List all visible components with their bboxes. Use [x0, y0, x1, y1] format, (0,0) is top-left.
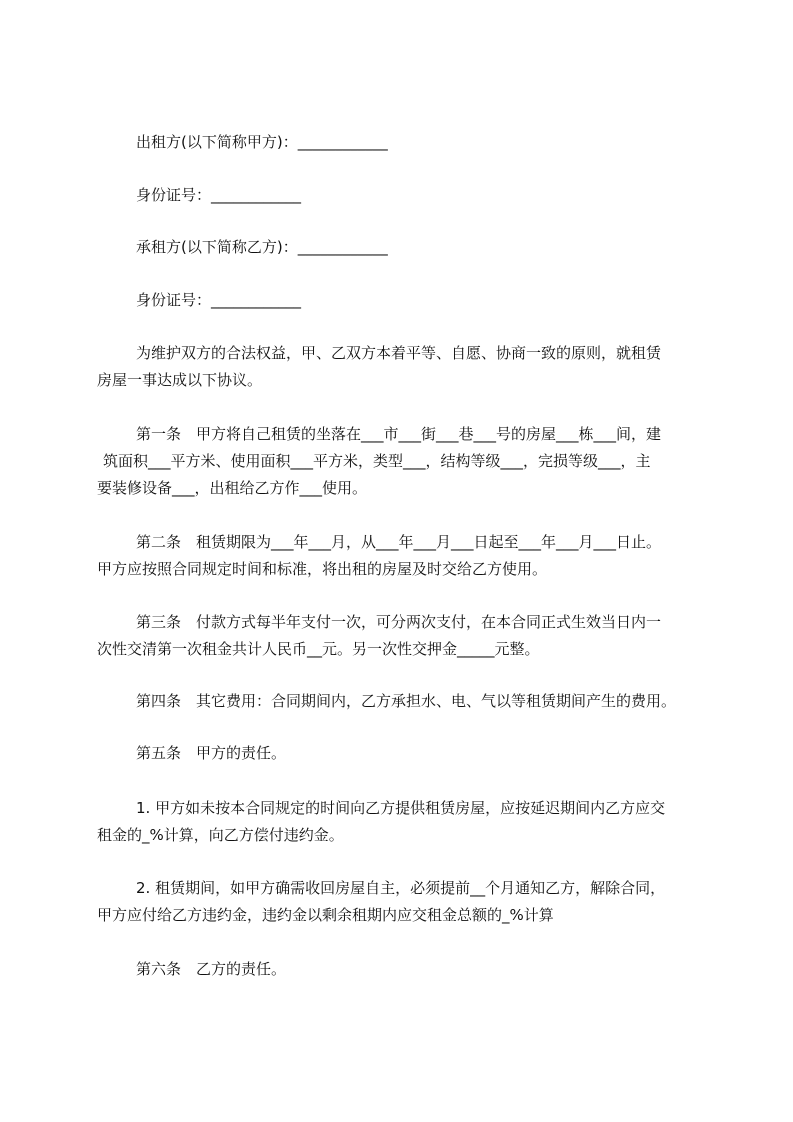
lessor-id-line: 身份证号：____________ — [136, 186, 302, 204]
article-3-paragraph — [97, 609, 703, 663]
article-5-item-1-line-1: 1. 甲方如未按本合同规定的时间向乙方提供租赁房屋，应按延迟期间内乙方应交 — [136, 799, 666, 817]
lessee-line: 承租方(以下简称乙方)：____________ — [136, 238, 388, 256]
article-1-line-2: 筑面积___平方米、使用面积___平方米，类型___，结构等级___，完损等级___，主 — [103, 452, 651, 470]
article-5-item-2-line-2: 甲方应付给乙方违约金，违约金以剩余租期内应交租金总额的_%计算 — [97, 906, 554, 924]
preamble-line-1: 为维护双方的合法权益，甲、乙双方本着平等、自愿、协商一致的原则，就租赁 — [136, 344, 662, 362]
preamble-line-2: 房屋一事达成以下协议。 — [97, 371, 263, 389]
article-2-line-2: 甲方应按照合同规定时间和标准，将出租的房屋及时交给乙方使用。 — [97, 560, 548, 578]
article-1-paragraph — [97, 421, 703, 502]
preamble-paragraph — [97, 340, 703, 394]
article-5-title: 第五条 甲方的责任。 — [136, 744, 287, 762]
article-1-line-1: 第一条 甲方将自己租赁的坐落在___市___街___巷___号的房屋___栋___间，建 — [136, 425, 662, 443]
article-3-line-1: 第三条 付款方式每半年支付一次，可分两次支付，在本合同正式生效当日内一 — [136, 613, 662, 631]
article-4: 第四条 其它费用：合同期间内，乙方承担水、电、气以等租赁期间产生的费用。 — [136, 692, 677, 710]
article-5-item-1-line-2: 租金的_%计算，向乙方偿付违约金。 — [97, 826, 344, 844]
article-2-paragraph — [97, 529, 703, 583]
article-6-title: 第六条 乙方的责任。 — [136, 960, 287, 978]
article-2-line-1: 第二条 租赁期限为___年___月，从___年___月___日起至___年___月___日止。 — [136, 533, 662, 551]
article-3-line-2: 次性交清第一次租金共计人民币__元。另一次性交押金_____元整。 — [97, 640, 540, 658]
lessee-id-line: 身份证号：____________ — [136, 291, 302, 309]
article-5-item-2 — [97, 875, 703, 929]
lessor-line: 出租方(以下简称甲方)：____________ — [136, 133, 388, 151]
article-1-line-3: 要装修设备___，出租给乙方作___使用。 — [97, 479, 368, 497]
article-5-item-2-line-1: 2. 租赁期间，如甲方确需收回房屋自主，必须提前__个月通知乙方，解除合同， — [136, 879, 666, 897]
article-5-item-1 — [97, 795, 703, 849]
